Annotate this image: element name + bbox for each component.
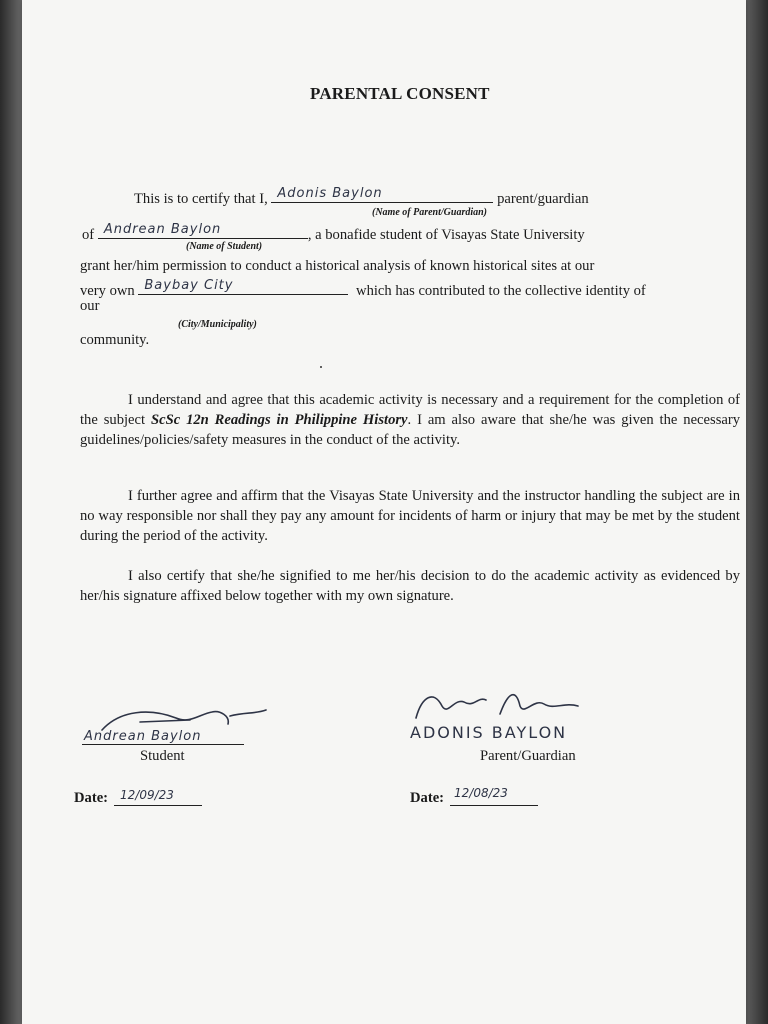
certify-prefix: This is to certify that I, bbox=[134, 191, 268, 207]
city-line-continuation: our bbox=[80, 298, 100, 314]
parent-printed-name: ADONIS BAYLON bbox=[410, 723, 568, 742]
document-title: PARENTAL CONSENT bbox=[310, 84, 490, 103]
city-line-suffix: which has contributed to the collective identity of bbox=[356, 283, 646, 299]
student-name-blank bbox=[98, 222, 308, 239]
student-line-suffix: , a bonafide student of Visayas State University bbox=[307, 227, 585, 243]
paragraph-agreement-before: I understand and agree that this academic activity is necessary and a requirement for the completion of the subject bbox=[80, 392, 740, 428]
paragraph-certification-text: I also certify that she/he signified to me her/his decision to do the academic activity as evidenced by her/his signature affixed below together with my own signature. bbox=[80, 568, 740, 604]
parent-date-line bbox=[450, 805, 538, 806]
city-handwritten: Baybay City bbox=[144, 278, 234, 293]
parent-printed-area bbox=[410, 724, 602, 742]
student-date-label: Date: bbox=[74, 790, 109, 806]
city-blank bbox=[138, 278, 348, 295]
parent-name-blank bbox=[271, 186, 493, 203]
student-printed-name: Andrean Baylon bbox=[84, 729, 202, 744]
permission-line: grant her/him permission to conduct a historical analysis of known historical sites at our bbox=[80, 258, 595, 274]
student-date-value: 12/09/23 bbox=[120, 788, 174, 802]
parent-name-caption: (Name of Parent/Guardian) bbox=[372, 207, 487, 218]
paragraph-agreement-after: . I am also aware that she/he was given the necessary guidelines/policies/safety measures in the conduct of the activity. bbox=[80, 412, 741, 448]
paragraph-certification bbox=[80, 566, 740, 606]
student-date-line bbox=[114, 805, 202, 806]
community-word: community. bbox=[80, 332, 150, 348]
scan-speck bbox=[320, 366, 322, 368]
student-name-handwritten: Andrean Baylon bbox=[103, 222, 222, 237]
student-label: Student bbox=[140, 748, 185, 764]
city-caption: (City/Municipality) bbox=[178, 319, 257, 330]
student-name-caption: (Name of Student) bbox=[186, 241, 263, 252]
paragraph-agreement bbox=[80, 390, 740, 450]
scan-right-edge bbox=[746, 0, 768, 1024]
parent-date-label: Date: bbox=[410, 790, 445, 806]
paragraph-affirmation bbox=[80, 486, 740, 546]
student-line bbox=[82, 222, 585, 244]
student-signature-line bbox=[82, 730, 244, 745]
certify-suffix: parent/guardian bbox=[497, 191, 589, 207]
subject-name: ScSc 12n Readings in Philippine History bbox=[150, 412, 408, 428]
parent-date-value: 12/08/23 bbox=[454, 786, 508, 800]
parent-name-handwritten: Adonis Baylon bbox=[277, 186, 383, 201]
scan-left-edge bbox=[0, 0, 22, 1024]
certify-line bbox=[134, 186, 589, 208]
city-line bbox=[80, 278, 646, 300]
parent-label: Parent/Guardian bbox=[480, 748, 576, 764]
consent-form-page bbox=[22, 0, 746, 1024]
paragraph-affirmation-text: I further agree and affirm that the Visayas State University and the instructor handling the subject are in no way responsible nor shall they pay any amount for incidents of harm or injury that may be met by the student during the period of the activity. bbox=[80, 488, 740, 544]
city-line-prefix: very own bbox=[80, 283, 135, 299]
student-line-prefix: of bbox=[82, 227, 95, 243]
